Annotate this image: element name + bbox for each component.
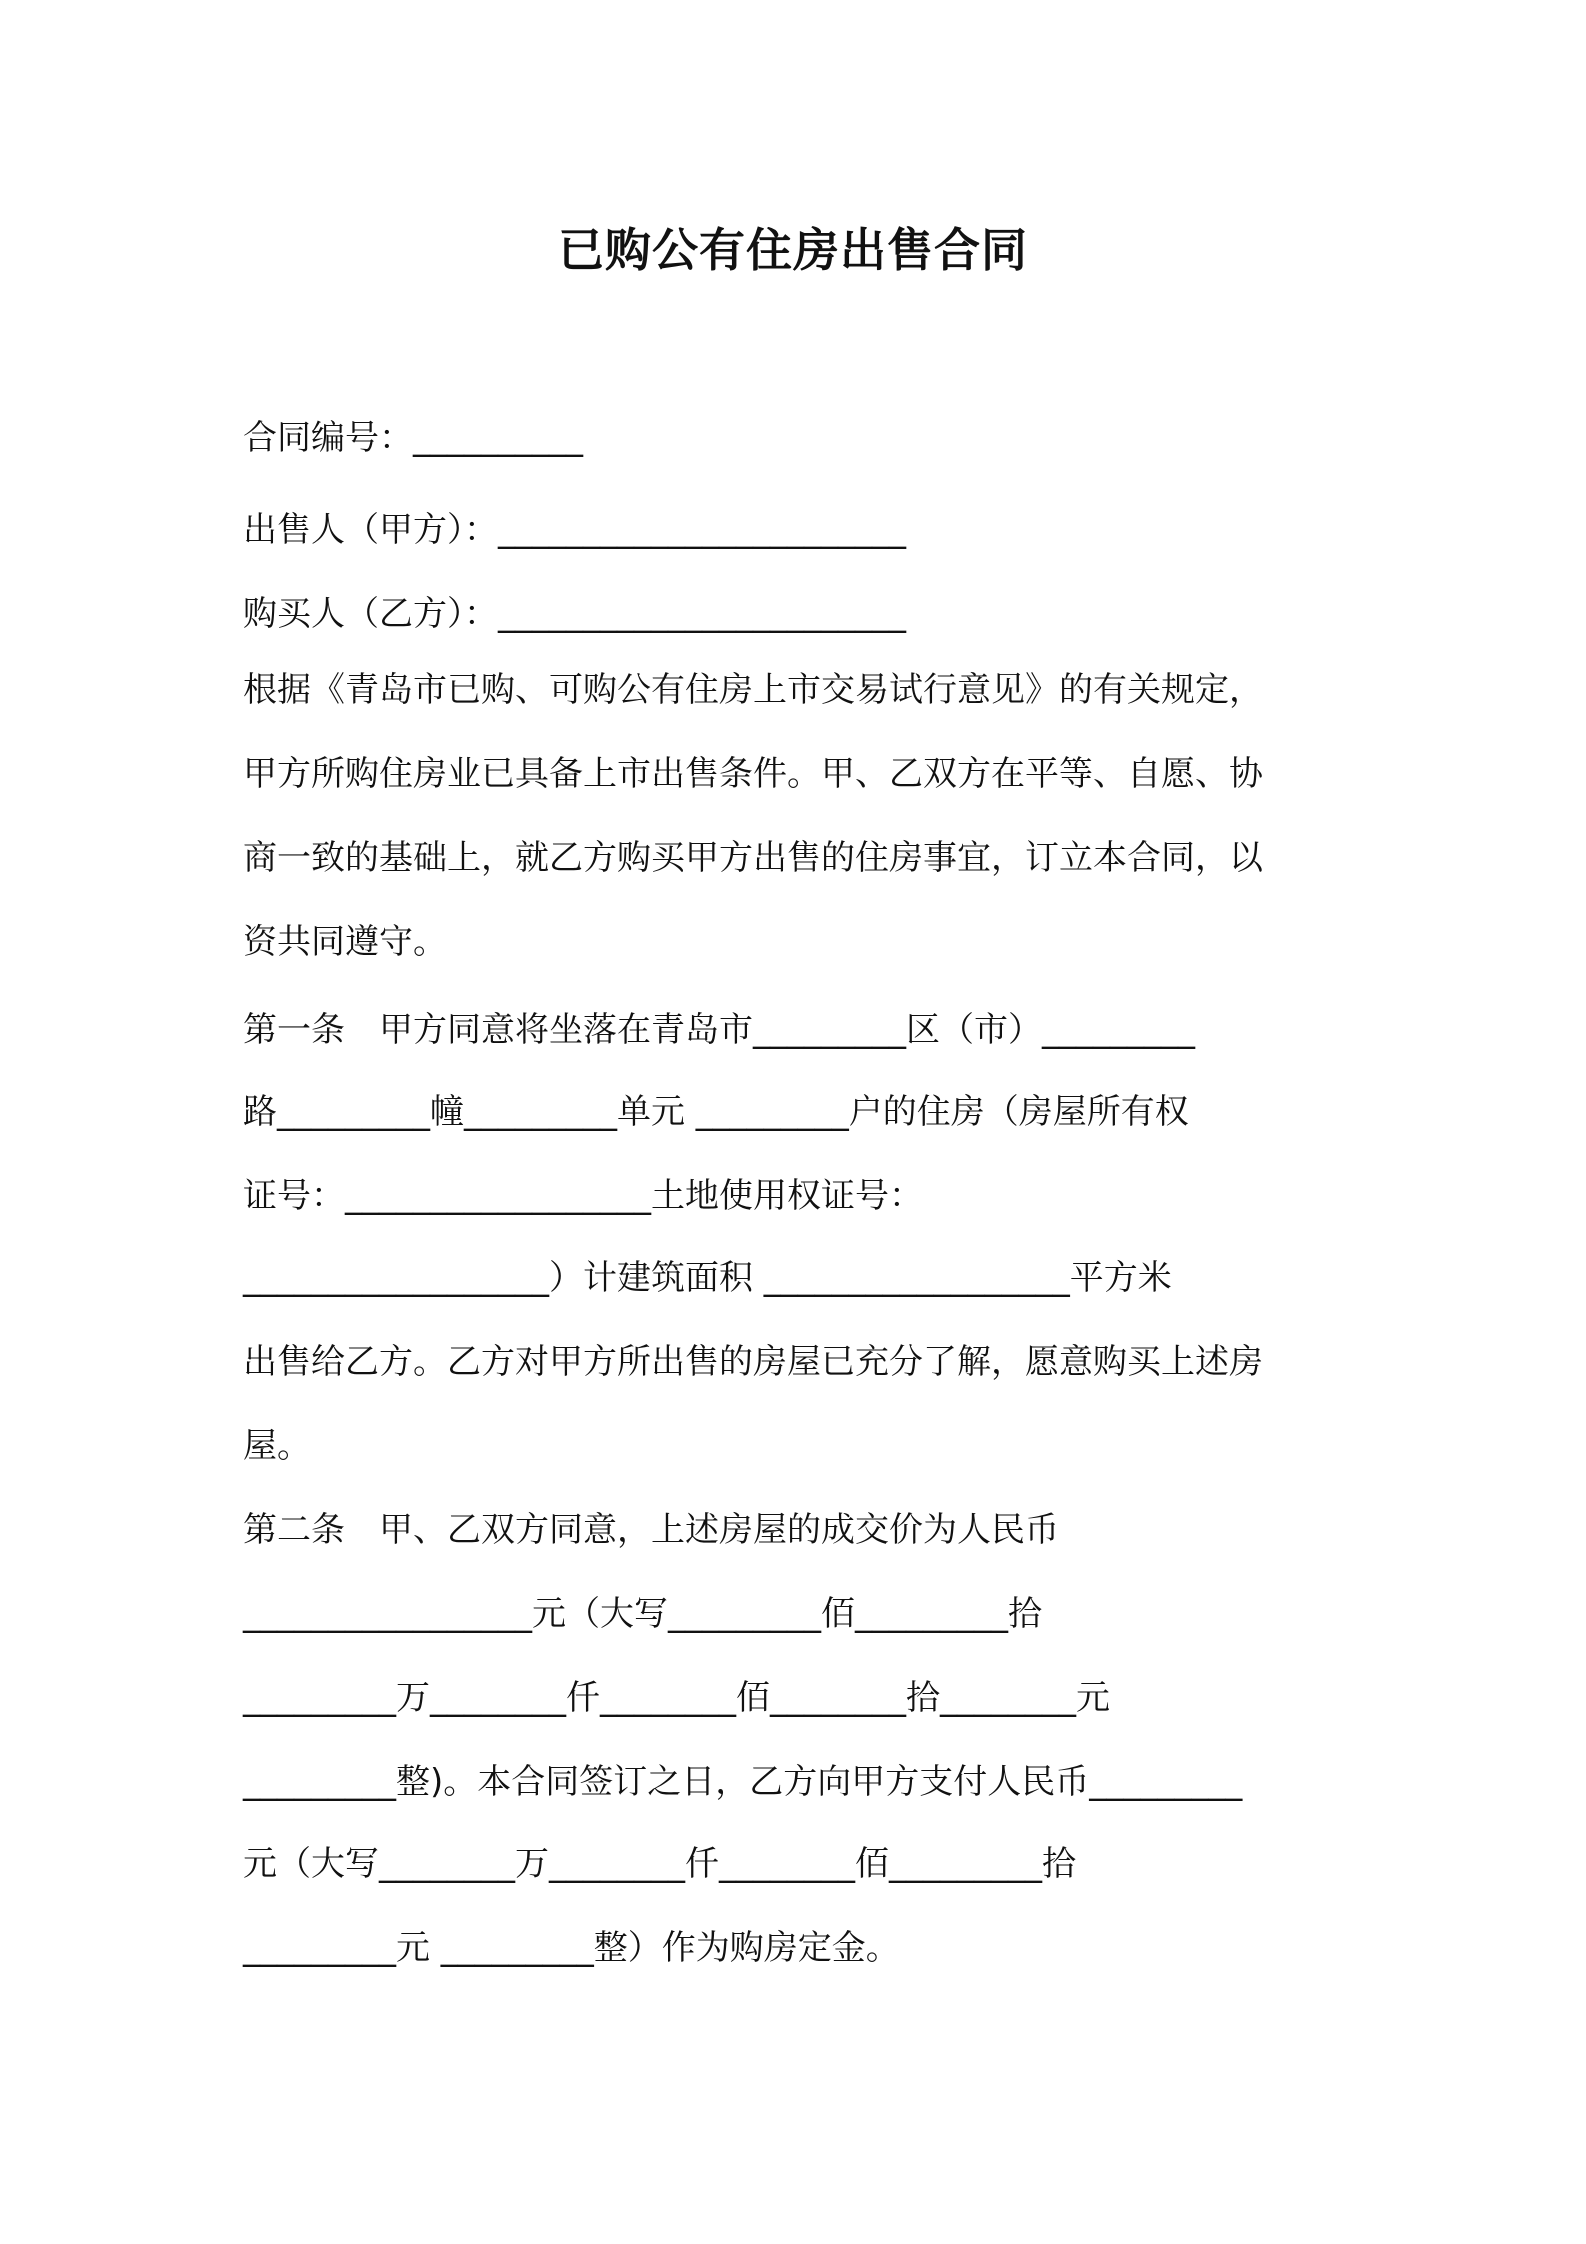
article-two-line: _________元 _________整）作为购房定金。 (243, 1928, 900, 1968)
article-one-line: __________________）计建筑面积 __________________平方米 (243, 1258, 1172, 1298)
article-one-line: 第一条 甲方同意将坐落在青岛市_________区（市）_________ (243, 1010, 1195, 1050)
article-two-line: _________________元（大写_________佰_________拾 (243, 1594, 1042, 1634)
preamble-line: 根据《青岛市已购、可购公有住房上市交易试行意见》的有关规定， (243, 670, 1263, 710)
preamble-line: 甲方所购住房业已具备上市出售条件。甲、乙双方在平等、自愿、协 (243, 754, 1263, 794)
preamble-line: 资共同遵守。 (243, 922, 447, 962)
buyer-line: 购买人（乙方）：________________________ (243, 594, 906, 634)
article-one-line: 屋。 (243, 1426, 311, 1466)
document-title: 已购公有住房出售合同 (558, 223, 1028, 277)
article-two-line: 元（大写________万________仟________佰_________拾 (243, 1844, 1076, 1884)
article-one-line: 出售给乙方。乙方对甲方所出售的房屋已充分了解，愿意购买上述房 (243, 1342, 1263, 1382)
article-two-line: _________整)。本合同签订之日，乙方向甲方支付人民币_________ (243, 1762, 1243, 1802)
preamble-line: 商一致的基础上，就乙方购买甲方出售的住房事宜，订立本合同，以 (243, 838, 1263, 878)
article-two-line: 第二条 甲、乙双方同意，上述房屋的成交价为人民币 (243, 1510, 1059, 1550)
contract-number-line: 合同编号：__________ (243, 418, 583, 458)
article-one-line: 路_________幢_________单元 _________户的住房（房屋所有权 (243, 1092, 1189, 1132)
article-one-line: 证号：__________________土地使用权证号： (243, 1176, 923, 1216)
article-two-line: _________万________仟________佰________拾________元 (243, 1678, 1110, 1718)
seller-line: 出售人（甲方）：________________________ (243, 510, 906, 550)
